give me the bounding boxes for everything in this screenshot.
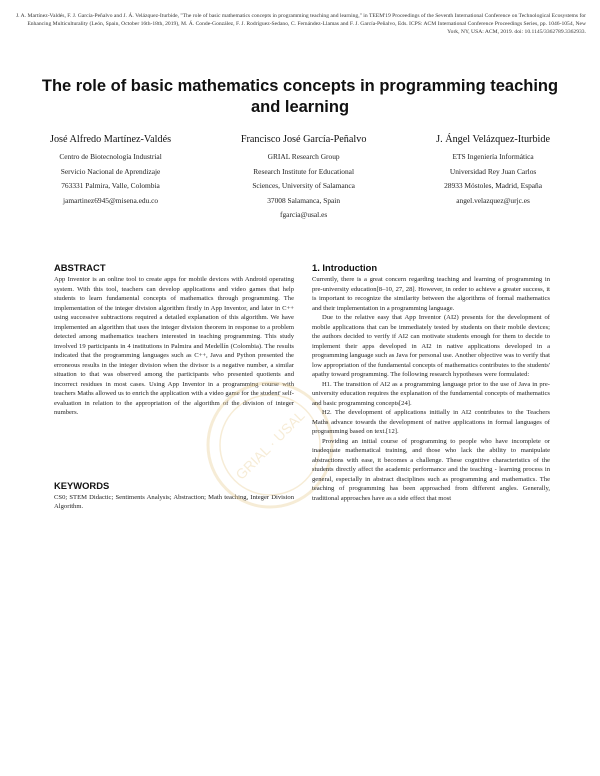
paper-title: The role of basic mathematics concepts in programming teaching and learning xyxy=(41,77,559,116)
author-address: 763331 Palmira, Valle, Colombia xyxy=(61,181,160,190)
author-name: J. Ángel Velázquez-Iturbide xyxy=(436,134,550,145)
author-affiliation: Universidad Rey Juan Carlos xyxy=(449,166,537,176)
hypothesis-2: H2. The development of applications initially in AI2 contributes to the Teachers Maths advance towards the development of native applications in formal languages of programming based on text.[12]. xyxy=(312,409,550,435)
keywords-heading: KEYWORDS xyxy=(54,479,110,491)
author-email[interactable]: angel.velazquez@urjc.es xyxy=(456,195,530,205)
author-block xyxy=(50,132,550,223)
author-email[interactable]: fgarcia@usal.es xyxy=(280,210,328,219)
author-2 xyxy=(241,132,367,223)
author-3 xyxy=(436,132,550,223)
abstract-heading: ABSTRACT xyxy=(54,262,106,273)
introduction-heading: 1. Introduction xyxy=(312,262,378,273)
author-1 xyxy=(50,132,171,223)
left-column xyxy=(54,262,294,512)
watermark-label: GRIAL · USAL xyxy=(232,407,308,483)
intro-paragraph: Providing an initial course of programming to people who have incomplete or inadequate mathematical training, and those who lack the ability to manipulate abstractions with ease, it becomes a challenge. These cognitive characteristics of the students directly affect the academic performance and the teaching - learning process in general, especially in abstract disciplines such as programming and mathematics. The teaching of programming has been approached from different angles. Generally, traditional approaches have as a side effect that most xyxy=(312,437,550,502)
author-affiliation: Sciences, University of Salamanca xyxy=(252,181,355,190)
author-affiliation: ETS Ingeniería Informática xyxy=(452,152,534,161)
author-affiliation: Servicio Nacional de Aprendizaje xyxy=(60,166,161,176)
author-affiliation: Research Institute for Educational xyxy=(253,166,355,176)
author-email[interactable]: jamartinez6945@misena.edu.co xyxy=(63,195,159,205)
right-column xyxy=(312,262,550,503)
author-affiliation: Centro de Biotecnología Industrial xyxy=(59,152,162,161)
intro-paragraph: Currently, there is a great concern regarding teaching and learning of programming in pre-university education[8–10, 27, 28]. However, in order to achieve a greater success, it is important to recognize the similarity between the algorithms of formal mathematics and their implementation in a programming language. xyxy=(312,276,550,312)
author-affiliation: GRIAL Research Group xyxy=(267,152,340,161)
author-name: José Alfredo Martínez-Valdés xyxy=(50,134,172,145)
hypothesis-1: H1. The transition of AI2 as a programming language prior to the use of Java in pre-university education requires the explanation of the fundamental concepts of mathematics and basic programming concepts[24]. xyxy=(312,380,550,407)
author-address: 37008 Salamanca, Spain xyxy=(267,195,341,205)
intro-paragraph: Due to the relative easy that App Inventor (AI2) presents for the development of mobile applications that can be immediately tested by students on their mobile devices; the authors decided to verify if AI2 can motivate students enough for them to decide to implement their apps developed in AI2 in native applications developed in a programming language such as Java for personal use. Another objective was to verify that low appropriation of the fundamental concepts of mathematics contributes to the students' apathy toward programming. The following research hypotheses were formulated: xyxy=(312,314,550,378)
abstract-text: App Inventor is an online tool to create apps for mobile devices with Android operating system. With this tool, teachers can develop applications and video games that help students to learn fundamental concepts of mathematics through programming. The implementation of the integer division algorithm firstly in App Inventor, and later in C++ using successive subtractions required a detailed explanation of this algorithm. We have implemented an algorithm that uses the integer division theorem in response to a problem detected among mathematics teachers interested in teaching programming. This study involved 19 participants in 4 institutions in Palmira and Medellín (Colombia). The results indicated that the programming languages such as C++, Java and Python presented the erroneous results in the integer division when the divisor is a negative number, a similar situation to that was observed among the participants who presented quotients and incorrect residues in most cases. Using App Inventor in a programming course with teachers Maths allowed us to enrich the application with a video game for the student' self-evaluation in relation to the appropriation of the algorithm of the division of integer numbers. xyxy=(54,276,294,416)
citation-header: J. A. Martínez-Valdés, F. J. García-Peñalvo and J. Á. Velázquez-Iturbide, "The role of basic mathematics concepts in programming teaching and learning," in TEEM'19 Proceedings of the Seventh International Conference on Technological Ecosystems for Enhancing Multiculturality (León, Spain, October 16th-18th, 2019), M. Á. Conde-González, F. J. Rodríguez-Sedano, C. Fernández-Llamas and F. J. García-Peñalvo, Eds. ICPS: ACM International Conference Proceedings Series, pp. 1046-1054, New York, NY, USA: ACM, 2019. doi: 10.1145/3362789.3362933. xyxy=(16,13,586,36)
author-address: 28933 Móstoles, Madrid, España xyxy=(444,181,543,190)
author-name: Francisco José García-Peñalvo xyxy=(240,134,367,145)
keywords-text: CS0; STEM Didactic; Sentiments Analysis; Abstraction; Math teaching, Integer Division Algorithm. xyxy=(54,493,294,510)
